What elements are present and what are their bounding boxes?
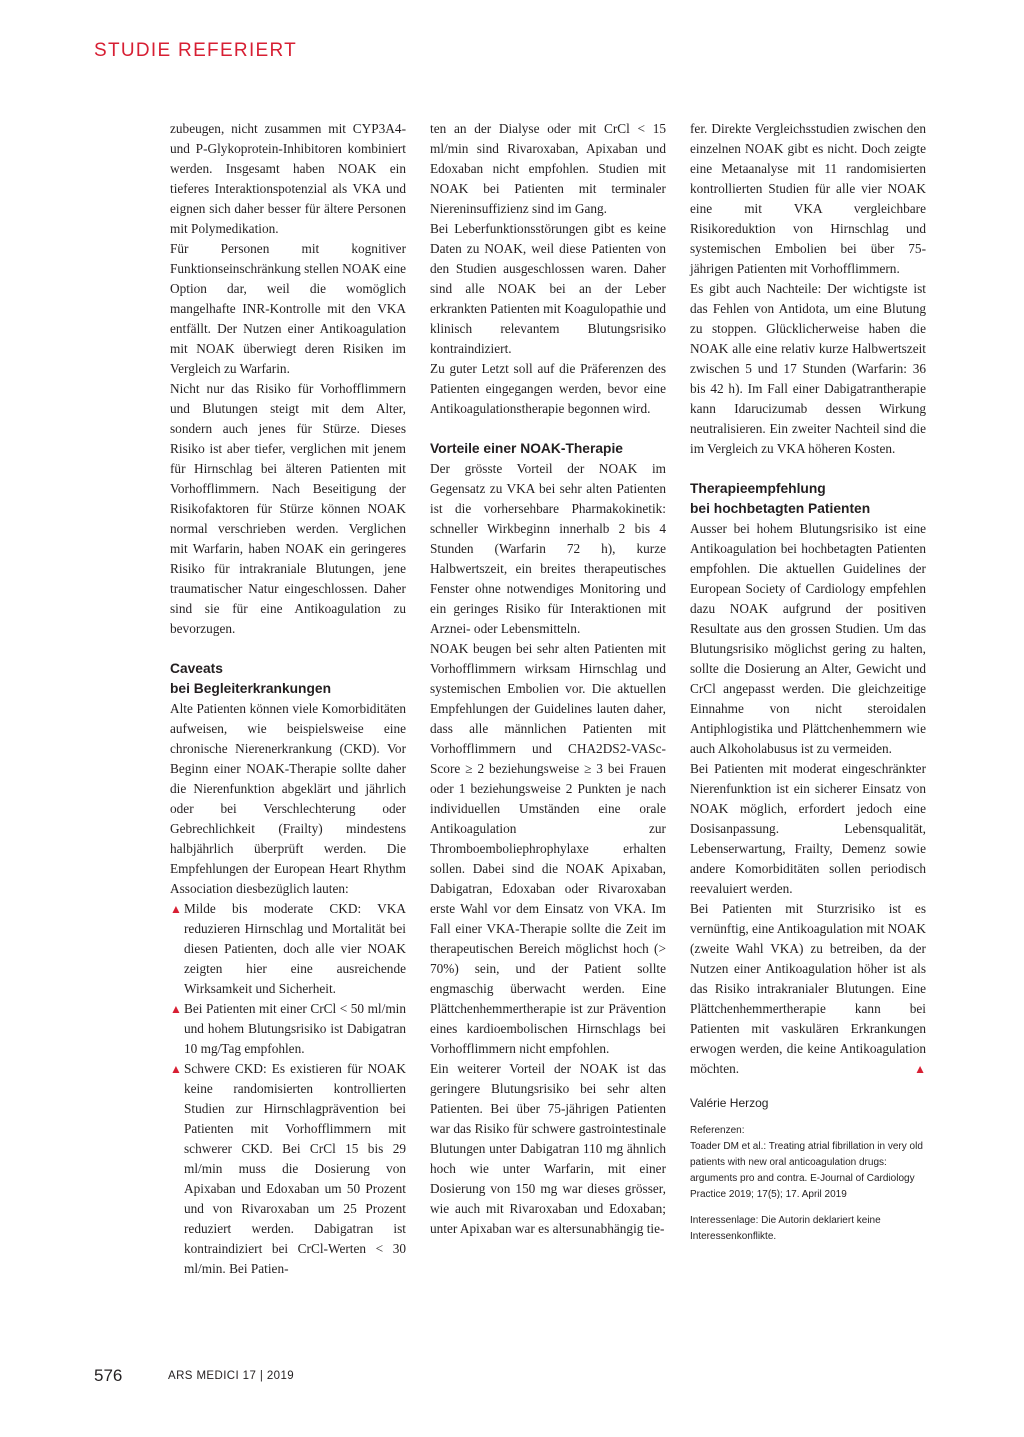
bullet-item	[170, 1059, 406, 1279]
end-triangle-icon: ▲	[914, 1062, 926, 1076]
paragraph: ten an der Dialyse oder mit CrCl < 15 ml/min sind Rivaroxaban, Apixaban und Edoxaban nicht empfohlen. Studien mit NOAK bei Patienten mit terminaler Niereninsuffizienz sind im Gang.	[430, 121, 666, 216]
bullet-list	[170, 899, 406, 1279]
paragraph: Bei Patienten mit moderat eingeschränkter Nierenfunktion ist ein sicherer Einsatz von NOAK möglich, erfordert jedoch eine Dosisanpassung. Lebensqualität, Lebenserwartung, Frailty, Demenz sowie andere Komorbiditäten sollen periodisch reevaluiert werden.	[690, 761, 926, 896]
heading-line: bei Begleiterkrankungen	[170, 681, 332, 696]
heading-line: Therapieempfehlung	[690, 481, 826, 496]
paragraph: NOAK beugen bei sehr alten Patienten mit Vorhofflimmern wirksam Hirnschlag und systemischen Embolien vor. Die aktuellen Empfehlungen der Guidelines lauten daher, dass alle männlichen Patienten mit Vorhofflimmern und CHA2DS2-VASc-Score ≥ 2 beziehungsweise ≥ 3 bei Frauen oder 1 beziehungsweise 2 Punkten je nach individuellen Umständen eine orale Antikoagulation zur Thromboemboliephrophylaxe erhalten sollen. Dabei sind die NOAK Apixaban, Dabigatran, Edoxaban oder Rivaroxaban erste Wahl vor dem Einsatz von VKA. Im Fall einer VKA-Therapie sollte die Zeit im therapeutischen Bereich möglichst hoch (> 70%) sein, und der Patient sollte engmaschig überwacht werden. Eine Plättchenhemmertherapie ist zur Prävention eines kardioembolischen Hirnschlags bei Vorhofflimmern nicht empfohlen.	[430, 641, 666, 1056]
paragraph: fer. Direkte Vergleichsstudien zwischen den einzelnen NOAK gibt es nicht. Doch zeigte eine Metaanalyse mit 11 randomisierten kontrollierten Studien für alle vier NOAK eine mit VKA vergleichbare Risikoreduktion von Hirnschlag und systemischen Embolien bei über 75-jährigen Patienten mit Vorhofflimmern.	[690, 121, 926, 276]
paragraph: Zu guter Letzt soll auf die Präferenzen des Patienten eingegangen werden, bevor eine Antikoagulationstherapie begonnen wird.	[430, 361, 666, 416]
reference-entry: Toader DM et al.: Treating atrial fibrillation in very old patients with new oral anticoagulation drugs: arguments pro and contra. E-Journal of Cardiology Practice 2019; 17(5); 17. April 2019	[690, 1141, 923, 1200]
paragraph: Nicht nur das Risiko für Vorhofflimmern und Blutungen steigt mit dem Alter, sondern auch jenes für Stürze. Dieses Risiko ist aber tiefer, verglichen mit jenem für Hirnschlag bei älteren Patienten mit Vorhofflimmern. Nach Beseitigung der Risikofaktoren für Stürze können NOAK normal verschrieben werden. Verglichen mit Warfarin, haben NOAK ein geringeres Risiko für intrakraniale Blutungen, jene traumatischer Natur eingeschlossen. Daher sind sie für eine Antikoagulation zu bevorzugen.	[170, 381, 406, 636]
bullet-text: Milde bis moderate CKD: VKA reduzieren Hirnschlag und Mortalität bei diesen Patienten, doch alle vier NOAK zeigten hier eine ausreichende Wirksamkeit und Sicherheit.	[184, 901, 406, 996]
author-name: Valérie Herzog	[690, 1096, 769, 1110]
journal-issue: ARS MEDICI 17 | 2019	[168, 1370, 295, 1382]
column-2	[430, 119, 666, 1239]
heading-line: Caveats	[170, 661, 223, 676]
bullet-text: Bei Patienten mit einer CrCl < 50 ml/min und hohem Blutungsrisiko ist Dabigatran 10 mg/Tag empfohlen.	[184, 1001, 406, 1056]
heading-vorteile: Vorteile einer NOAK-Therapie	[430, 441, 623, 456]
heading-caveats	[170, 659, 406, 699]
references	[690, 1113, 926, 1245]
paragraph: Es gibt auch Nachteile: Der wichtigste ist das Fehlen von Antidota, um eine Blutung zu stoppen. Glücklicherweise haben die NOAK alle eine relativ kurze Halbwertszeit zwischen 5 und 17 Stunden (Warfarin: 36 bis 42 h). Im Fall einer Dabigatrantherapie kann Idarucizumab dessen Wirkung neutralisieren. Ein zweiter Nachteil sind die im Vergleich zu VKA höheren Kosten.	[690, 281, 926, 456]
bullet-item	[170, 899, 406, 999]
paragraph: Bei Leberfunktionsstörungen gibt es keine Daten zu NOAK, weil diese Patienten von den Studien ausgeschlossen waren. Daher sind alle NOAK bei an der Leber erkrankten Patienten mit Koagulopathie und klinisch relevantem Blutungsrisiko kontraindiziert.	[430, 221, 666, 356]
bullet-item	[170, 999, 406, 1059]
paragraph	[690, 899, 926, 1079]
paragraph-text: Bei Patienten mit Sturzrisiko ist es vernünftig, eine Antikoagulation mit NOAK (zweite Wahl VKA) zu betreiben, da der Nutzen einer Antikoagulation höher ist als das Risiko intrakranialer Blutungen. Eine Plättchenhemmertherapie kann bei Patienten mit vaskulären Erkrankungen erwogen werden, die keine Antikoagulation möchten.	[690, 901, 926, 1076]
conflict-statement: Interessenlage: Die Autorin deklariert keine Interessenkonflikte.	[690, 1215, 881, 1242]
paragraph: Der grösste Vorteil der NOAK im Gegensatz zu VKA bei sehr alten Patienten ist die vorhersehbare Pharmakokinetik: schneller Wirkbeginn innerhalb 2 bis 4 Stunden (Warfarin 72 h), kurze Halbwertszeit, ein breites therapeutisches Fenster ohne notwendiges Monitoring und ein geringes Risiko für Interaktionen mit Arznei- oder Lebensmitteln.	[430, 461, 666, 636]
paragraph: Alte Patienten können viele Komorbiditäten aufweisen, wie beispielsweise eine chronische Nierenerkrankung (CKD). Vor Beginn einer NOAK-Therapie sollte daher die Nierenfunktion abgeklärt und jährlich oder bei Verschlechterung oder Gebrechlichkeit (Frailty) mindestens halbjährlich überprüft werden. Die Empfehlungen der European Heart Rhythm Association diesbezüglich lauten:	[170, 701, 406, 896]
triangle-bullet-icon: ▲	[170, 1002, 182, 1016]
column-3	[690, 119, 926, 1245]
paragraph: zubeugen, nicht zusammen mit CYP3A4- und P-Glykoprotein-Inhibitoren kombiniert werden. Insgesamt haben NOAK ein tieferes Interaktionspotenzial als VKA und eignen sich daher besser für ältere Personen mit Polymedikation.	[170, 121, 406, 236]
triangle-bullet-icon: ▲	[170, 902, 182, 916]
heading-line: bei hochbetagten Patienten	[690, 501, 871, 516]
bullet-text: Schwere CKD: Es existieren für NOAK keine randomisierten kontrollierten Studien zur Hirnschlagprävention bei Patienten mit Vorhofflimmern mit schwerer CKD. Bei CrCl 15 bis 29 ml/min muss die Dosierung von Apixaban und Edoxaban um 50 Prozent und von Rivaroxaban um 25 Prozent reduziert werden. Dabigatran ist kontraindiziert bei CrCl-Werten < 30 ml/min. Bei Patien-	[184, 1061, 406, 1276]
references-title: Referenzen:	[690, 1125, 745, 1136]
triangle-bullet-icon: ▲	[170, 1062, 182, 1076]
heading-therapie	[690, 479, 926, 519]
column-1	[170, 119, 406, 1279]
page-number: 576	[94, 1366, 123, 1385]
section-title: STUDIE REFERIERT	[94, 40, 298, 61]
paragraph: Ausser bei hohem Blutungsrisiko ist eine Antikoagulation bei hochbetagten Patienten empfohlen. Die aktuellen Guidelines der European Society of Cardiology empfehlen dazu NOAK aufgrund der positiven Resultate aus den grossen Studien. Um das Blutungsrisiko möglichst gering zu halten, sollte die Dosierung an Alter, Gewicht und CrCl angepasst werden. Die gleichzeitige Einnahme von nicht steroidalen Antiphlogistika und Plättchenhemmern wie auch Alkoholabusus ist zu vermeiden.	[690, 521, 926, 756]
paragraph: Für Personen mit kognitiver Funktionseinschränkung stellen NOAK eine Option dar, weil die womöglich mangelhafte INR-Kontrolle mit den VKA entfällt. Der Nutzen einer Antikoagulation mit NOAK überwiegt deren Risiken im Vergleich zu Warfarin.	[170, 241, 406, 376]
paragraph: Ein weiterer Vorteil der NOAK ist das geringere Blutungsrisiko bei sehr alten Patienten. Bei über 75-jährigen Patienten war das Risiko für schwere gastrointestinale Blutungen unter Dabigatran 110 mg ähnlich hoch wie unter Warfarin, mit einer Dosierung von 150 mg war dieses grösser, wie auch mit Rivaroxaban und Edoxaban; unter Apixaban war es altersunabhängig tie-	[430, 1061, 666, 1236]
